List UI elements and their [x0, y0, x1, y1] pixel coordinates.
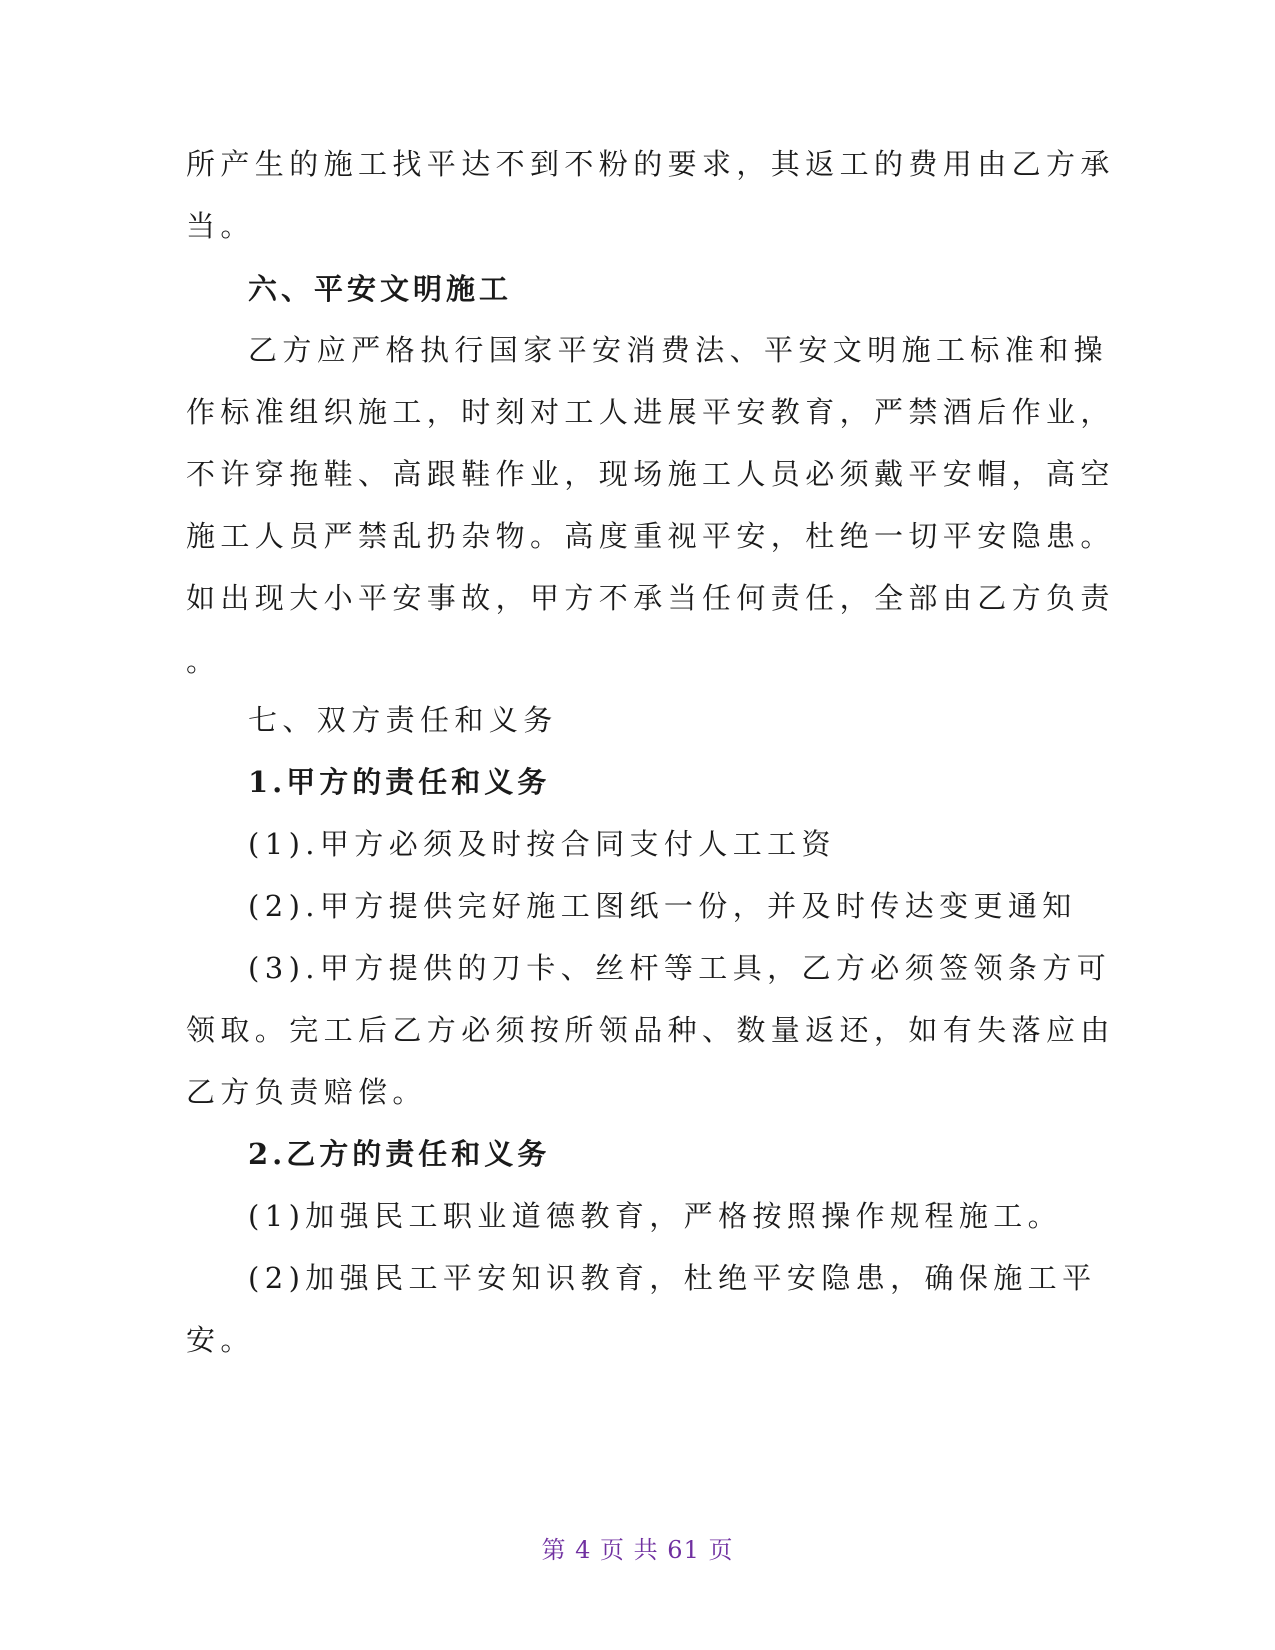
section-heading: 七、双方责任和义务: [248, 703, 558, 737]
list-item: (2).甲方提供完好施工图纸一份，并及时传达变更通知: [248, 889, 1077, 923]
section-heading: 六、平安文明施工: [248, 272, 513, 306]
body-text-line: 不许穿拖鞋、高跟鞋作业，现场施工人员必须戴平安帽，高空: [186, 457, 1115, 491]
subsection-heading: 1.甲方的责任和义务: [248, 765, 551, 799]
list-item: (2)加强民工平安知识教育，杜绝平安隐患，确保施工平: [248, 1261, 1097, 1295]
list-item: (1).甲方必须及时按合同支付人工工资: [248, 827, 836, 861]
body-text-line: 乙方应严格执行国家平安消费法、平安文明施工标准和操: [248, 333, 1109, 367]
subsection-heading: 2.乙方的责任和义务: [248, 1137, 551, 1171]
list-item: (1)加强民工职业道德教育，严格按照操作规程施工。: [248, 1199, 1063, 1233]
list-item: (3).甲方提供的刀卡、丝杆等工具，乙方必须签领条方可: [248, 951, 1112, 985]
page-number-footer: 第 4 页 共 61 页: [541, 1536, 734, 1564]
body-text-line: 安。: [186, 1323, 255, 1357]
body-text-line: 乙方负责赔偿。: [186, 1075, 427, 1109]
body-text-line: 如出现大小平安事故，甲方不承当任何责任，全部由乙方负责: [186, 581, 1115, 615]
body-text-line: 作标准组织施工，时刻对工人进展平安教育，严禁酒后作业，: [186, 395, 1115, 429]
body-text-line: 当。: [186, 209, 255, 243]
body-text-line: 施工人员严禁乱扔杂物。高度重视平安，杜绝一切平安隐患。: [186, 519, 1115, 553]
body-text-line: 所产生的施工找平达不到不粉的要求，其返工的费用由乙方承: [186, 147, 1115, 181]
body-text-line: 。: [186, 644, 221, 678]
body-text-line: 领取。完工后乙方必须按所领品种、数量返还，如有失落应由: [186, 1013, 1115, 1047]
